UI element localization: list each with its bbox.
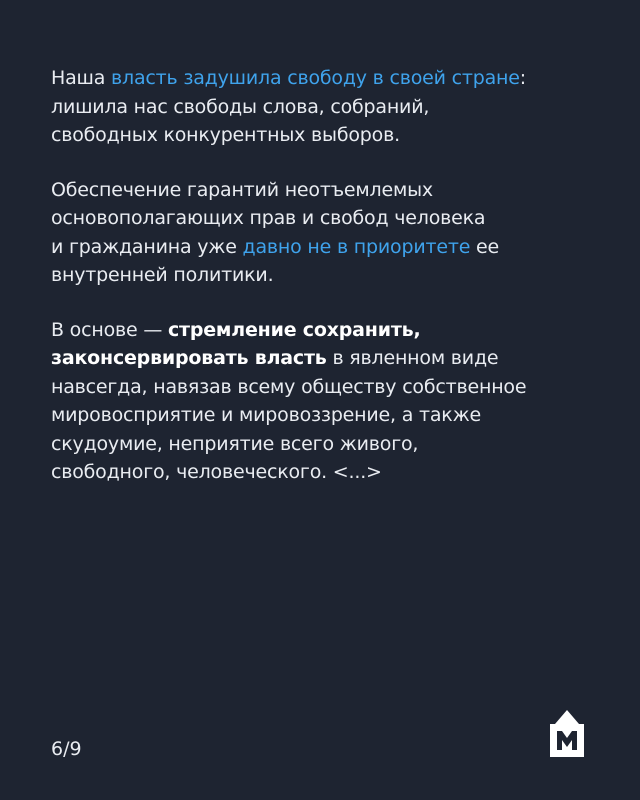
text-line <box>51 261 611 290</box>
meduza-logo-icon <box>546 706 588 760</box>
text-segment: мировосприятие и мировоззрение, а также <box>51 404 481 426</box>
text-segment: В основе — <box>51 318 168 341</box>
paragraph <box>51 176 611 290</box>
text-segment: навсегда, навязав всему обществу собственное <box>51 375 527 398</box>
text-line <box>51 176 611 205</box>
text-line <box>51 401 611 430</box>
text-segment: Наша <box>51 67 111 89</box>
text-segment: в явленном виде <box>326 347 499 369</box>
text-segment: Обеспечение гарантий неотъемлемых <box>51 178 433 201</box>
text-line <box>51 233 611 262</box>
text-line <box>51 316 611 345</box>
quote-text-block <box>51 64 611 513</box>
text-line <box>51 344 611 373</box>
text-segment: скудоумие, неприятие всего живого, <box>51 432 419 455</box>
page-counter: 6/9 <box>51 738 82 760</box>
text-line <box>51 93 611 122</box>
text-line <box>51 121 611 150</box>
paragraph <box>51 64 611 150</box>
text-segment: ее <box>470 235 500 258</box>
paragraph <box>51 316 611 487</box>
text-line <box>51 430 611 459</box>
text-line <box>51 458 611 487</box>
highlighted-text: давно не в приоритете <box>242 235 471 258</box>
text-segment: : <box>519 67 526 89</box>
text-segment: свободных конкурентных выборов. <box>51 124 400 146</box>
text-segment: свободного, человеческого. <...> <box>51 461 382 483</box>
text-line <box>51 373 611 402</box>
text-line <box>51 204 611 233</box>
text-line <box>51 64 611 93</box>
highlighted-text: власть задушила свободу в своей стране <box>111 67 520 89</box>
text-segment: основополагающих прав и свобод человека <box>51 207 486 229</box>
text-segment: и гражданина уже <box>51 235 243 258</box>
text-segment: лишила нас свободы слова, собраний, <box>51 95 430 118</box>
text-segment: внутренней политики. <box>51 264 274 286</box>
bold-text: законсервировать власть <box>51 347 327 369</box>
bold-text: стремление сохранить, <box>167 318 421 341</box>
